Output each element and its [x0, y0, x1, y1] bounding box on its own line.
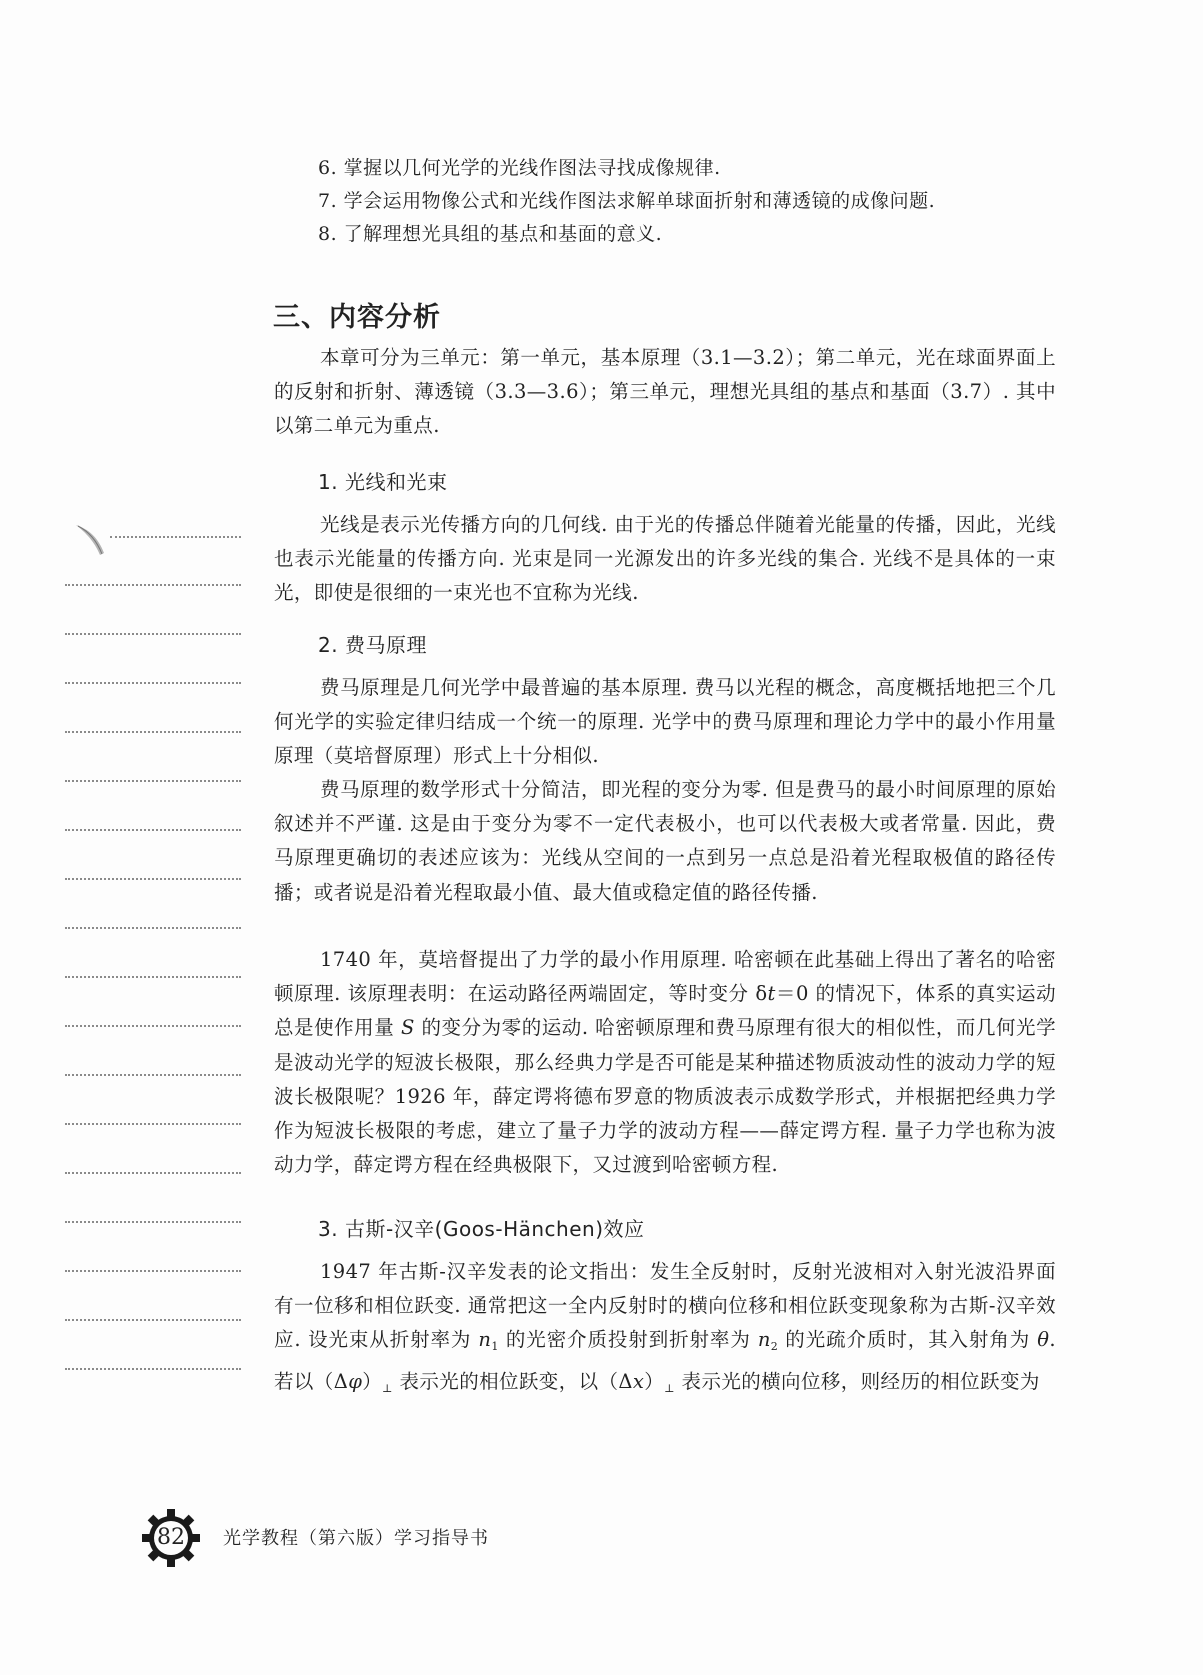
margin-note-line [65, 682, 241, 684]
objective-item: 7. 学会运用物像公式和光线作图法求解单球面折射和薄透镜的成像问题. [318, 190, 936, 212]
margin-note-line [65, 976, 241, 978]
margin-note-line [65, 1172, 241, 1174]
subsection-title-1: 1. 光线和光束 [318, 470, 448, 494]
paragraph-fermat-1: 费马原理是几何光学中最普遍的基本原理. 费马以光程的概念，高度概括地把三个几何光学的实验定律归结成一个统一的原理. 光学中的费马原理和理论力学中的最小作用量原理（莫培督原理）形式上十分相似. [274, 676, 1056, 768]
margin-note-line [65, 1221, 241, 1223]
running-footer-title: 光学教程（第六版）学习指导书 [223, 1528, 489, 1549]
intro-paragraph: 本章可分为三单元：第一单元，基本原理（3.1—3.2）；第二单元，光在球面界面上的反射和折射、薄透镜（3.3—3.6）；第三单元，理想光具组的基点和基面（3.7）. 其中以第二单元为重点. [274, 346, 1056, 438]
objective-item: 6. 掌握以几何光学的光线作图法寻找成像规律. [318, 157, 721, 179]
margin-note-line [65, 1270, 241, 1272]
margin-note-line [65, 1123, 241, 1125]
margin-note-line [65, 878, 241, 880]
margin-note-line [65, 927, 241, 929]
page-number: 82 [157, 1525, 185, 1550]
margin-note-line [65, 1025, 241, 1027]
margin-note-line [65, 1368, 241, 1370]
margin-note-line [65, 829, 241, 831]
margin-note-line [65, 780, 241, 782]
paragraph-fermat-2: 费马原理的数学形式十分简洁，即光程的变分为零. 但是费马的最小时间原理的原始叙述并不严谨. 这是由于变分为零不一定代表极小，也可以代表极大或者常量. 因此，费马原理更确切的表述应该为：光线从空间的一点到另一点总是沿着光程取极值的路径传播；或者说是沿着光程取最小值、最大值或稳定值的路径传播. [274, 778, 1056, 904]
objective-item: 8. 了解理想光具组的基点和基面的意义. [318, 223, 663, 245]
subsection-title-3: 3. 古斯-汉辛(Goos-Hänchen)效应 [318, 1217, 645, 1241]
margin-note-line [110, 536, 241, 538]
margin-note-line [65, 584, 241, 586]
margin-note-line [65, 1074, 241, 1076]
paragraph-fermat-3: 1740 年，莫培督提出了力学的最小作用原理. 哈密顿在此基础上得出了著名的哈密顿原理. 该原理表明：在运动路径两端固定，等时变分 δt＝0 的情况下，体系的真实运动总是使作用量 S 的变分为零的运动. 哈密顿原理和费马原理有很大的相似性，而几何光学是波动光学的短波长极限，那么经典力学是否可能是某种描述物质波动性的波动力学的短波长极限呢？1926 年，薛定谔将德布罗意的物质波表示成数学形式，并根据把经典力学作为短波长极限的考虑，建立了量子力学的波动方程——薛定谔方程. 量子力学也称为波动力学，薛定谔方程在经典极限下，又过渡到哈密顿方程. [274, 948, 1056, 1177]
margin-note-line [65, 1319, 241, 1321]
paragraph-light-ray: 光线是表示光传播方向的几何线. 由于光的传播总伴随着光能量的传播，因此，光线也表示光能量的传播方向. 光束是同一光源发出的许多光线的集合. 光线不是具体的一束光，即使是很细的一束光也不宜称为光线. [274, 513, 1056, 605]
section-title: 三、内容分析 [273, 302, 441, 333]
paragraph-goos-hanchen: 1947 年古斯-汉辛发表的论文指出：发生全反射时，反射光波相对入射光波沿界面有一位移和相位跃变. 通常把这一全内反射时的横向位移和相位跃变现象称为古斯-汉辛效应. 设光束从折射率为 $n_1$ 的光密介质投射到折射率为 $n_2$ 的光疏介质时，其入射角为 θ. 若以$(\Delta\varphi)_\perp$ 表示光的相位跃变，以$(\Delta x)_\perp$ 表示光的横向位移，则经历的相位跃变为 [274, 1260, 1056, 1395]
margin-note-line [65, 633, 241, 635]
quill-pen-icon [74, 523, 108, 559]
margin-note-line [65, 731, 241, 733]
subsection-title-2: 2. 费马原理 [318, 633, 427, 657]
